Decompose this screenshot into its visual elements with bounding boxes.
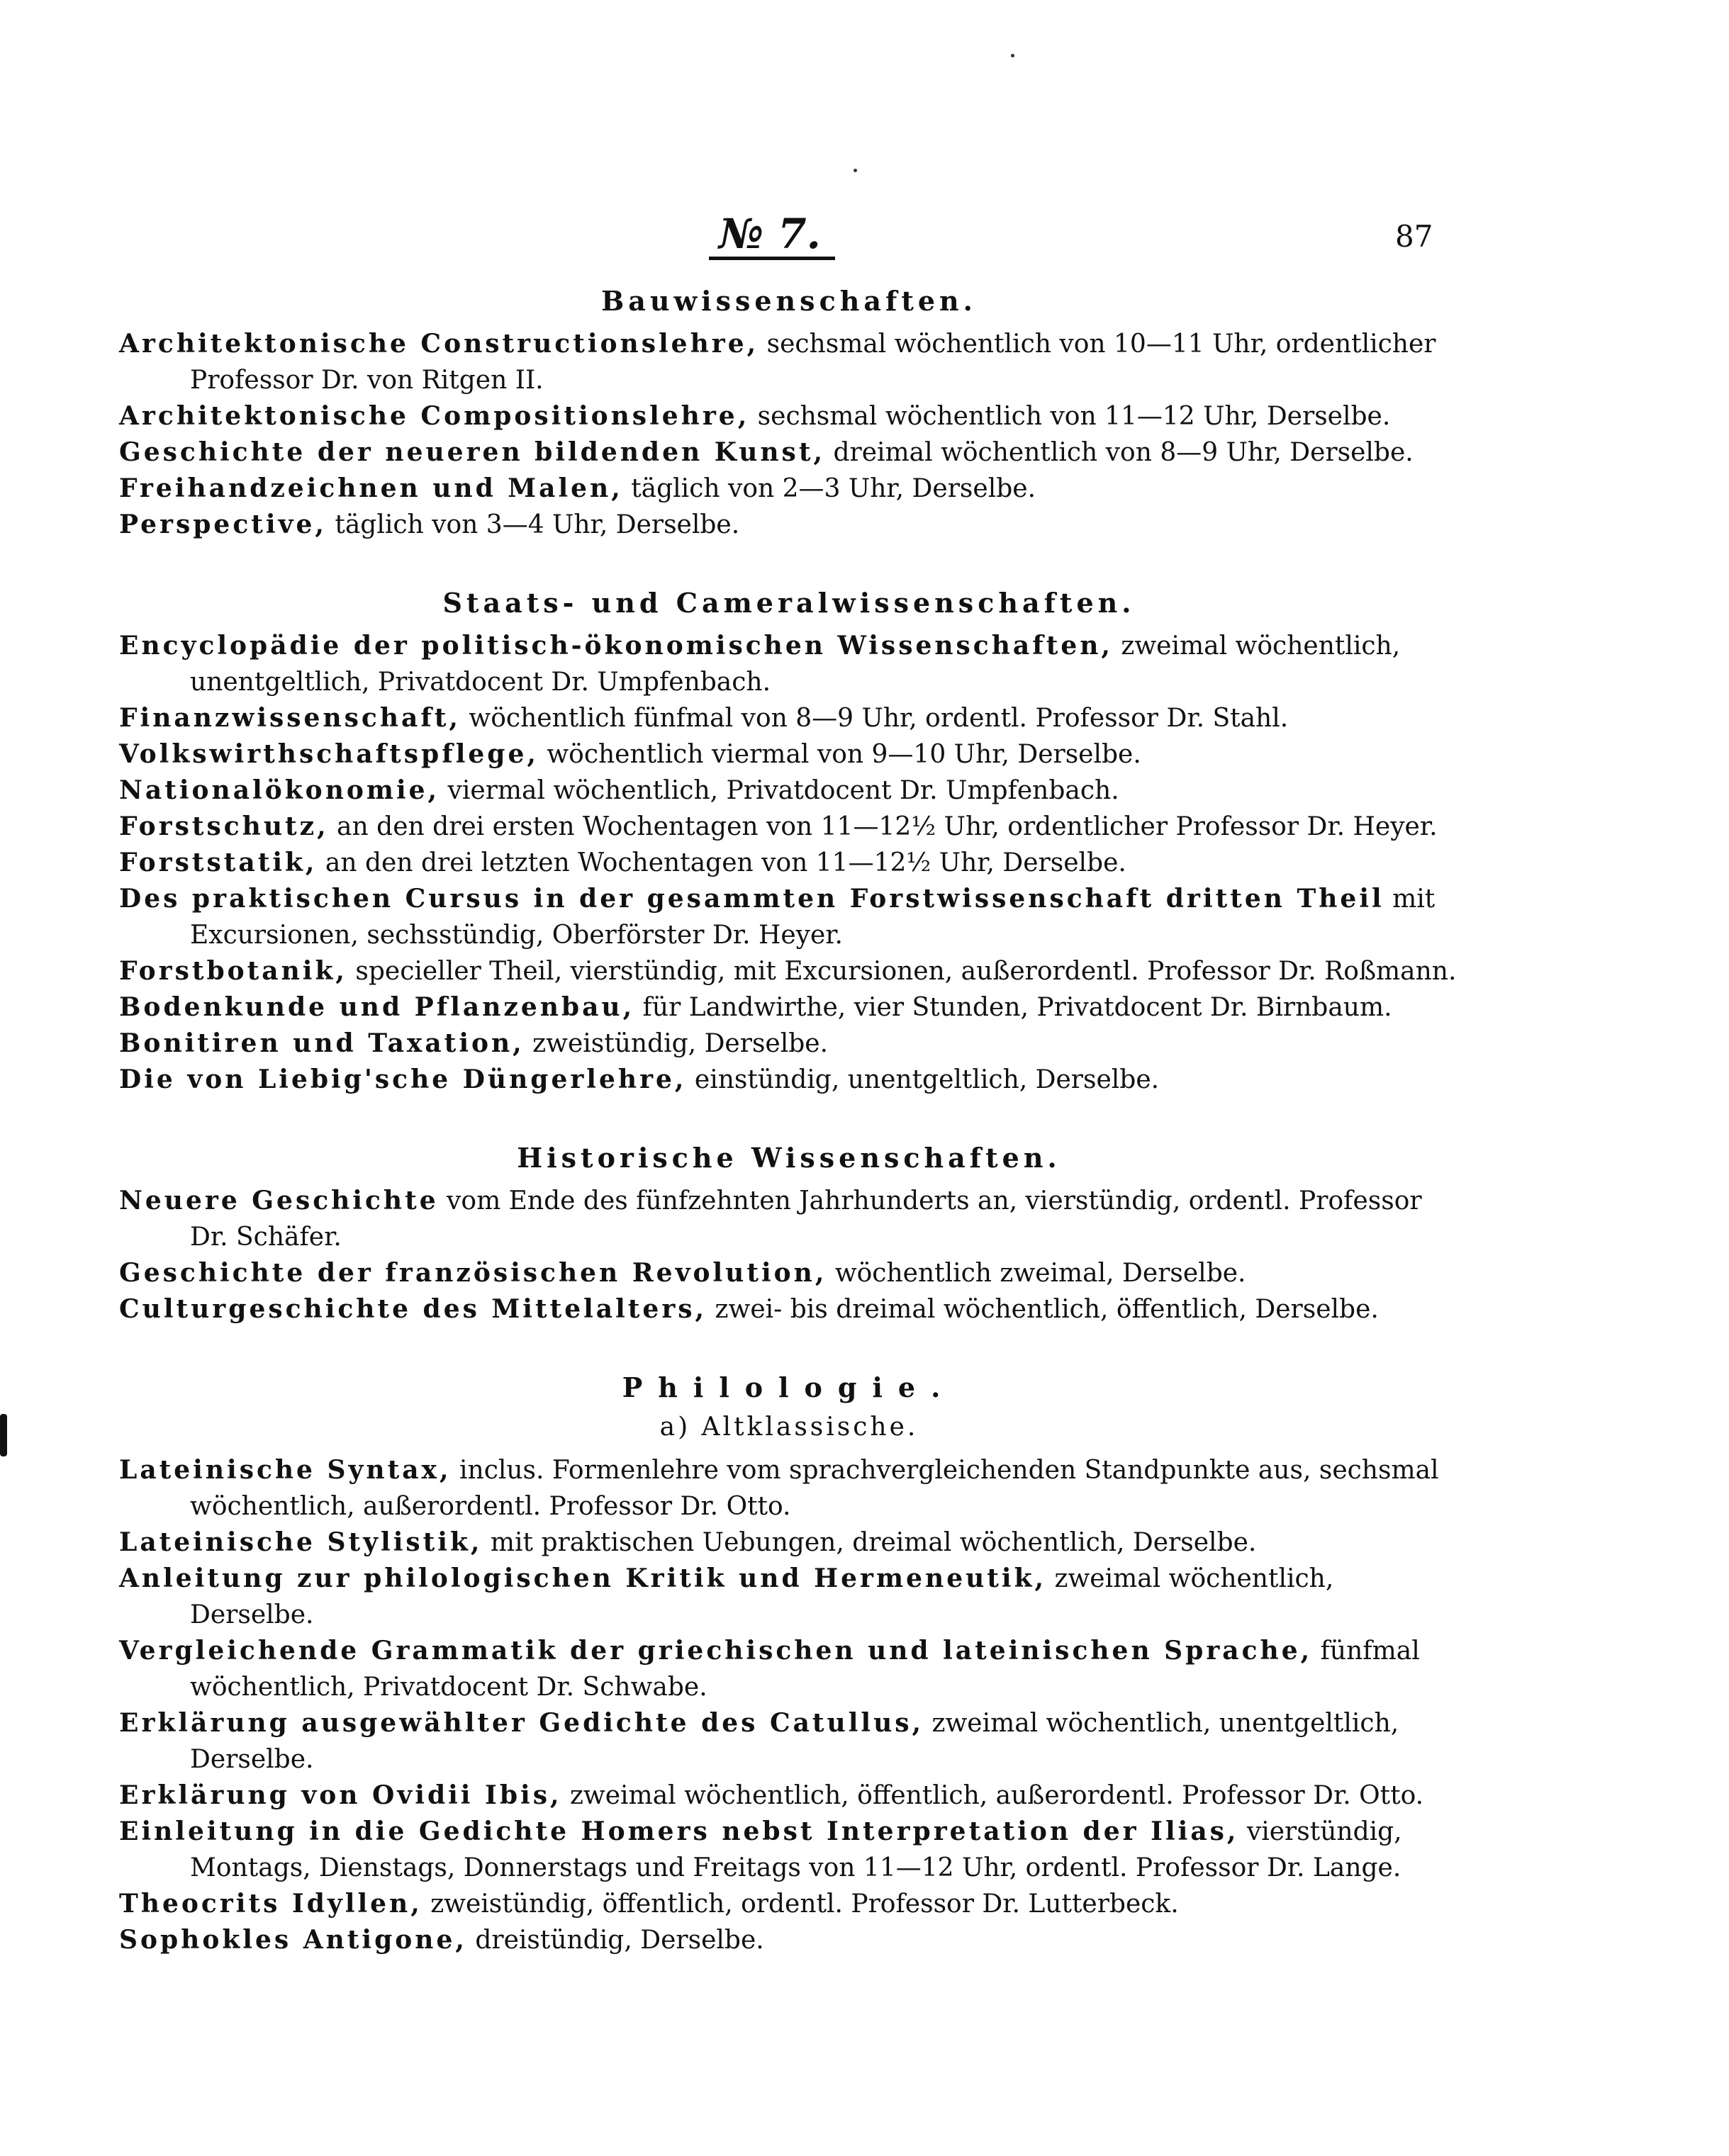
- entry-text: täglich von 2—3 Uhr, Derselbe.: [622, 474, 1036, 503]
- list-item: [119, 628, 1459, 700]
- list-item: [119, 953, 1459, 989]
- list-item: [119, 1633, 1459, 1705]
- list-item: [119, 398, 1459, 434]
- entry-lead: Geschichte der französischen Revolution,: [119, 1258, 827, 1288]
- scan-edge-mark: [0, 1414, 7, 1456]
- entry-lead: Forstbotanik,: [119, 956, 347, 986]
- entry-lead: Vergleichende Grammatik der griechischen und lateinischen Sprache,: [119, 1636, 1313, 1666]
- section-bauwissenschaften: [119, 283, 1459, 543]
- entry-text: für Landwirthe, vier Stunden, Privatdocent Dr. Birnbaum.: [634, 993, 1392, 1022]
- entry-text: an den drei ersten Wochentagen von 11—12½ Uhr, ordentlicher Professor Dr. Heyer.: [328, 812, 1438, 841]
- entry-lead: Des praktischen Cursus in der gesammten Forstwissenschaft dritten Theil: [119, 884, 1384, 914]
- entry-text: wöchentlich fünfmal von 8—9 Uhr, ordentl. Professor Dr. Stahl.: [460, 704, 1289, 733]
- list-item: [119, 700, 1459, 736]
- entry-text: sechsmal wöchentlich von 11—12 Uhr, Derselbe.: [749, 402, 1391, 431]
- entry-text: wöchentlich viermal von 9—10 Uhr, Derselbe.: [538, 740, 1141, 769]
- page-speck: [854, 169, 857, 172]
- entry-text: zweimal wöchentlich, Derselbe.: [190, 1564, 1334, 1629]
- list-item: [119, 1062, 1459, 1098]
- entry-lead: Einleitung in die Gedichte Homers nebst Interpretation der Ilias,: [119, 1817, 1239, 1846]
- entry-text: zweistündig, öffentlich, ordentl. Professor Dr. Lutterbeck.: [422, 1890, 1179, 1919]
- list-item: [119, 1705, 1459, 1778]
- entry-lead: Forstschutz,: [119, 812, 329, 841]
- entry-lead: Geschichte der neueren bildenden Kunst,: [119, 437, 825, 467]
- page-number: 87: [1395, 219, 1433, 254]
- list-item: [119, 507, 1459, 543]
- list-item: [119, 434, 1459, 471]
- list-item: [119, 1452, 1459, 1525]
- entry-lead: Anleitung zur philologischen Kritik und Hermeneutik,: [119, 1563, 1047, 1593]
- entry-text: zweimal wöchentlich, unentgeltlich, Privatdocent Dr. Umpfenbach.: [190, 631, 1401, 697]
- entry-text: zweistündig, Derselbe.: [524, 1029, 829, 1058]
- section-title: Historische Wissenschaften.: [517, 1142, 1061, 1174]
- entry-text: vom Ende des fünfzehnten Jahrhunderts an, vierstündig, ordentl. Professor Dr. Schäfer.: [190, 1186, 1422, 1252]
- list-item: [119, 1255, 1459, 1291]
- page-content: [119, 283, 1459, 1958]
- entry-lead: Architektonische Constructionslehre,: [119, 329, 759, 359]
- entry-lead: Erklärung ausgewählter Gedichte des Catullus,: [119, 1708, 924, 1738]
- entry-lead: Neuere Geschichte: [119, 1186, 439, 1215]
- entry-text: mit Excursionen, sechsstündig, Oberförster Dr. Heyer.: [190, 885, 1436, 950]
- section-title: Bauwissenschaften.: [601, 285, 977, 317]
- list-item: [119, 845, 1459, 881]
- entry-text: an den drei letzten Wochentagen von 11—12½ Uhr, Derselbe.: [317, 848, 1126, 877]
- entry-text: mit praktischen Uebungen, dreimal wöchentlich, Derselbe.: [482, 1528, 1257, 1557]
- issue-number: № 7.: [709, 213, 835, 260]
- entry-text: wöchentlich zweimal, Derselbe.: [827, 1259, 1246, 1288]
- page-header: [0, 210, 1729, 269]
- entry-lead: Bonitiren und Taxation,: [119, 1028, 525, 1058]
- section-staats-und-cameralwissenschaften: [119, 585, 1459, 1098]
- section-title: Philologie.: [622, 1371, 956, 1403]
- list-item: [119, 1886, 1459, 1922]
- entry-text: inclus. Formenlehre vom sprachvergleichenden Standpunkte aus, sechsmal wöchentlich, außerordentl. Professor Dr. Otto.: [190, 1456, 1439, 1521]
- entry-text: viermal wöchentlich, Privatdocent Dr. Umpfenbach.: [440, 776, 1119, 805]
- entry-lead: Sophokles Antigone,: [119, 1925, 467, 1955]
- list-item: [119, 1183, 1459, 1255]
- entry-text: dreistündig, Derselbe.: [466, 1926, 764, 1955]
- list-item: [119, 881, 1459, 953]
- list-item: [119, 1778, 1459, 1814]
- entry-lead: Theocrits Idyllen,: [119, 1889, 423, 1919]
- section-title: Staats- und Cameralwissenschaften.: [442, 587, 1136, 619]
- list-item: [119, 989, 1459, 1026]
- list-item: [119, 809, 1459, 845]
- entry-lead: Die von Liebig'sche Düngerlehre,: [119, 1065, 687, 1094]
- entry-text: zweimal wöchentlich, unentgeltlich, Derselbe.: [190, 1709, 1399, 1774]
- entry-lead: Lateinische Stylistik,: [119, 1527, 483, 1557]
- entry-text: zweimal wöchentlich, öffentlich, außerordentl. Professor Dr. Otto.: [561, 1781, 1424, 1810]
- entry-lead: Nationalökonomie,: [119, 775, 440, 805]
- section-philologie: [119, 1370, 1459, 1958]
- list-item: [119, 1291, 1459, 1327]
- entry-text: specieller Theil, vierstündig, mit Excursionen, außerordentl. Professor Dr. Roßmann.: [347, 957, 1457, 986]
- list-item: [119, 1026, 1459, 1062]
- entry-text: dreimal wöchentlich von 8—9 Uhr, Derselbe.: [825, 438, 1414, 467]
- entry-text: sechsmal wöchentlich von 10—11 Uhr, ordentlicher Professor Dr. von Ritgen II.: [190, 330, 1436, 395]
- page-speck: [1011, 54, 1014, 57]
- list-item: [119, 1561, 1459, 1633]
- entry-text: einstündig, unentgeltlich, Derselbe.: [686, 1065, 1160, 1094]
- entry-lead: Forststatik,: [119, 848, 318, 877]
- list-item: [119, 1814, 1459, 1886]
- entry-lead: Bodenkunde und Pflanzenbau,: [119, 992, 635, 1022]
- list-item: [119, 326, 1459, 398]
- list-item: [119, 1922, 1459, 1958]
- entry-lead: Volkswirthschaftspflege,: [119, 739, 539, 769]
- entry-lead: Erklärung von Ovidii Ibis,: [119, 1780, 562, 1810]
- entry-text: zwei- bis dreimal wöchentlich, öffentlich, Derselbe.: [707, 1295, 1379, 1324]
- list-item: [119, 1525, 1459, 1561]
- entry-text: täglich von 3—4 Uhr, Derselbe.: [326, 510, 740, 539]
- list-item: [119, 471, 1459, 507]
- entry-text: vierstündig, Montags, Dienstags, Donnerstags und Freitags von 11—12 Uhr, ordentl. Professor Dr. Lange.: [190, 1817, 1402, 1882]
- entry-lead: Perspective,: [119, 510, 327, 539]
- list-item: [119, 736, 1459, 773]
- list-item: [119, 773, 1459, 809]
- subsection-title: a) Altklassische.: [659, 1413, 919, 1442]
- entry-lead: Culturgeschichte des Mittelalters,: [119, 1294, 707, 1324]
- section-historische-wissenschaften: [119, 1140, 1459, 1327]
- entry-lead: Finanzwissenschaft,: [119, 703, 461, 733]
- entry-lead: Encyclopädie der politisch-ökonomischen Wissenschaften,: [119, 631, 1113, 661]
- entry-lead: Architektonische Compositionslehre,: [119, 401, 750, 431]
- entry-text: fünfmal wöchentlich, Privatdocent Dr. Schwabe.: [190, 1636, 1420, 1702]
- entry-lead: Lateinische Syntax,: [119, 1455, 452, 1485]
- entry-lead: Freihandzeichnen und Malen,: [119, 473, 623, 503]
